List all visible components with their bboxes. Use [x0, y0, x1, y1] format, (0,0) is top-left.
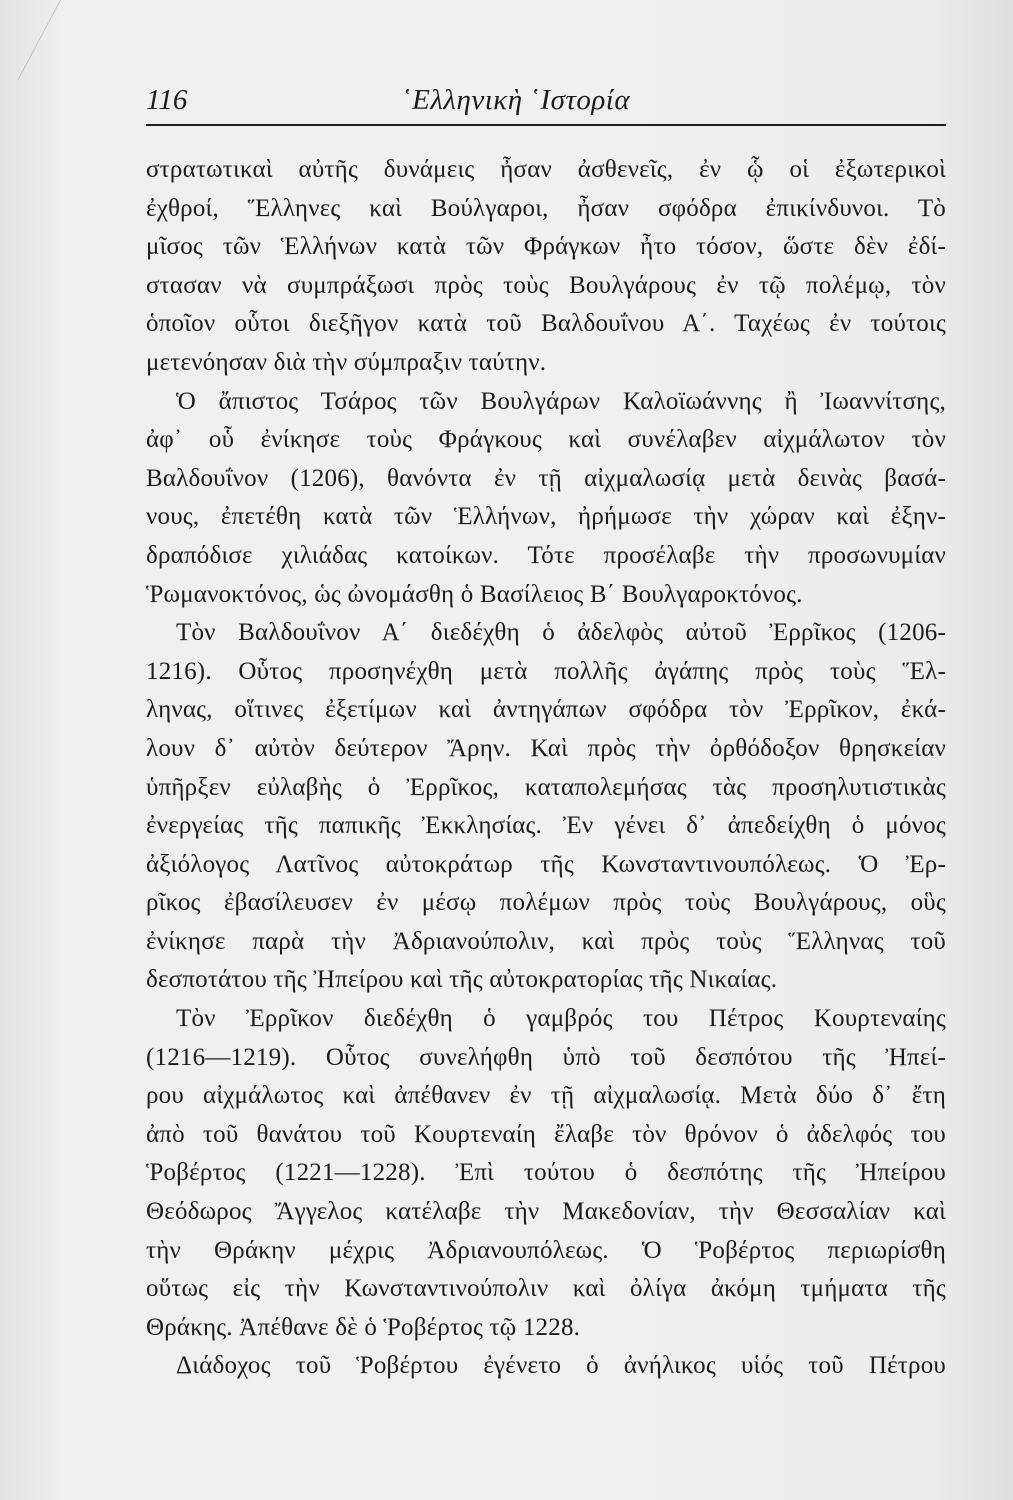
text-line: Ὁ ἄπιστος Τσάρος τῶν Βουλγάρων Καλοϊωάννης ἢ Ἰωαννίτσης, [176, 387, 946, 415]
text-line: ἐχθροί, Ἕλληνες καὶ Βούλγαροι, ἦσαν σφόδρα ἐπικίνδυνοι. Τὸ [146, 194, 946, 222]
text-line: Τὸν Βαλδουΐνον Α΄ διεδέχθη ὁ ἀδελφὸς αὐτοῦ Ἐρρῖκος (1206- [176, 619, 946, 647]
page-number: 116 [146, 84, 188, 116]
text-line: νους, ἐπετέθη κατὰ τῶν Ἑλλήνων, ἠρήμωσε τὴν χώραν καὶ ἐξην- [146, 503, 946, 531]
text-line: δεσποτάτου τῆς Ἠπείρου καὶ τῆς αὐτοκρατορίας τῆς Νικαίας. [146, 966, 778, 994]
text-line: 1216). Οὗτος προσηνέχθη μετὰ πολλῆς ἀγάπης πρὸς τοὺς Ἕλ- [146, 657, 946, 685]
text-line: ρῖκος ἐβασίλευσεν ἐν μέσῳ πολέμων πρὸς τοὺς Βουλγάρους, οὓς [146, 889, 946, 917]
text-line: ὁποῖον οὗτοι διεξῆγον κατὰ τοῦ Βαλδουΐνου Α΄. Ταχέως ἐν τούτοις [146, 310, 946, 338]
text-line: ὑπῆρξεν εὐλαβὴς ὁ Ἐρρῖκος, καταπολεμήσας τὰς προσηλυτιστικὰς [146, 773, 946, 801]
text-line: Διάδοχος τοῦ Ῥοβέρτου ἐγένετο ὁ ἀνήλικος υἱός τοῦ Πέτρου [176, 1352, 946, 1380]
text-line: λουν δ᾽ αὐτὸν δεύτερον Ἄρην. Καὶ πρὸς τὴν ὀρθόδοξον θρησκείαν [146, 734, 946, 762]
text-line: ρου αἰχμάλωτος καὶ ἀπέθανεν ἐν τῇ αἰχμαλωσίᾳ. Μετὰ δύο δ᾽ ἔτη [146, 1082, 946, 1110]
body-text [146, 151, 946, 1386]
text-line: ἀφ᾽ οὗ ἐνίκησε τοὺς Φράγκους καὶ συνέλαβεν αἰχμάλωτον τὸν [146, 426, 946, 454]
header-rule [146, 124, 946, 126]
text-line: Τὸν Ἐρρῖκον διεδέχθη ὁ γαμβρός του Πέτρος Κουρτεναίης [176, 1005, 946, 1033]
text-line: ἐνίκησε παρὰ τὴν Ἀδριανούπολιν, καὶ πρὸς τοὺς Ἕλληνας τοῦ [146, 927, 946, 955]
text-line: μῖσος τῶν Ἑλλήνων κατὰ τῶν Φράγκων ἦτο τόσον, ὥστε δὲν ἐδί- [146, 233, 946, 261]
text-line: Ῥωμανοκτόνος, ὡς ὠνομάσθη ὁ Βασίλειος Β΄ Βουλγαροκτόνος. [146, 580, 803, 608]
running-title: ῾Ελληνικὴ ῾Ιστορία [402, 84, 631, 116]
running-header [146, 80, 946, 126]
text-line: ληνας, οἵτινες ἐξετίμων καὶ ἀντηγάπων σφόδρα τὸν Ἐρρῖκον, ἐκά- [146, 696, 946, 724]
text-line: Θράκης. Ἀπέθανε δὲ ὁ Ῥοβέρτος τῷ 1228. [146, 1313, 581, 1341]
text-line: στρατωτικαὶ αὐτῆς δυνάμεις ἦσαν ἀσθενεῖς, ἐν ᾧ οἱ ἐξωτερικοὶ [146, 156, 946, 183]
text-line: οὕτως εἰς τὴν Κωνσταντινούπολιν καὶ ὀλίγα ἀκόμη τμήματα τῆς [146, 1275, 946, 1303]
text-line: Θεόδωρος Ἄγγελος κατέλαβε τὴν Μακεδονίαν, τὴν Θεσσαλίαν καὶ [146, 1198, 946, 1226]
text-line: Ῥοβέρτος (1221—1228). Ἐπὶ τούτου ὁ δεσπότης τῆς Ἠπείρου [146, 1159, 946, 1187]
text-line: Βαλδουΐνον (1206), θανόντα ἐν τῇ αἰχμαλωσίᾳ μετὰ δεινὰς βασά- [146, 464, 946, 492]
page-edge-shadow [0, 0, 61, 80]
text-line: μετενόησαν διὰ τὴν σύμπραξιν ταύτην. [146, 348, 547, 376]
text-line: στασαν νὰ συμπράξωσι πρὸς τοὺς Βουλγάρους ἐν τῷ πολέμῳ, τὸν [146, 271, 946, 299]
text-line: ἐνεργείας τῆς παπικῆς Ἐκκλησίας. Ἐν γένει δ᾽ ἀπεδείχθη ὁ μόνος [146, 812, 946, 840]
text-line: (1216—1219). Οὗτος συνελήφθη ὑπὸ τοῦ δεσπότου τῆς Ἠπεί- [146, 1043, 946, 1071]
text-line: τὴν Θράκην μέχρις Ἀδριανουπόλεως. Ὁ Ῥοβέρτος περιωρίσθη [146, 1236, 946, 1264]
text-line: δραπόδισε χιλιάδας κατοίκων. Τότε προσέλαβε τὴν προσωνυμίαν [146, 541, 946, 569]
text-line: ἀξιόλογος Λατῖνος αὐτοκράτωρ τῆς Κωνσταντινουπόλεως. Ὁ Ἐρ- [146, 850, 946, 878]
text-line: ἀπὸ τοῦ θανάτου τοῦ Κουρτεναίη ἔλαβε τὸν θρόνον ὁ ἀδελφός του [146, 1120, 946, 1148]
